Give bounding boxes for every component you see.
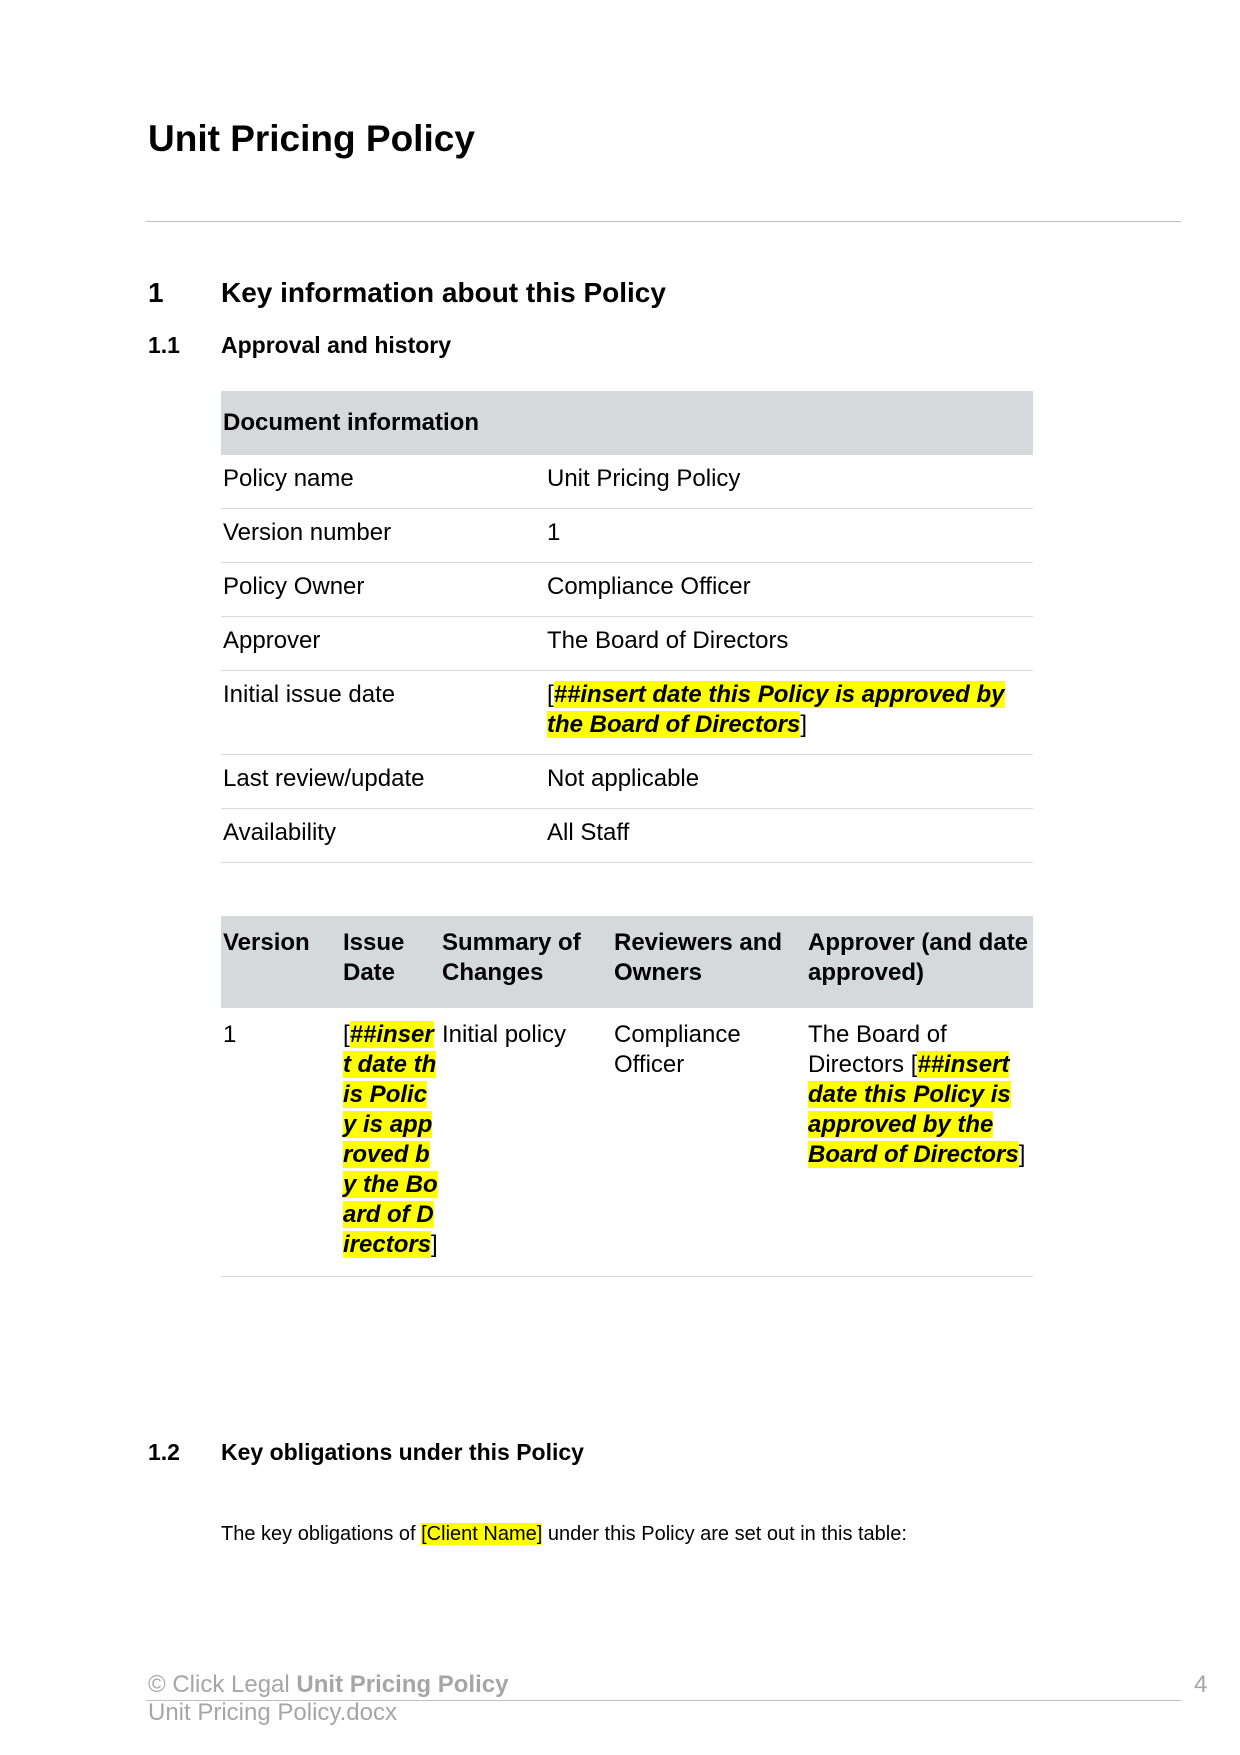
row-label: Approver	[221, 617, 545, 671]
section-title: Key information about this Policy	[221, 277, 666, 308]
table-row	[221, 455, 1033, 509]
intro-text: under this Policy are set out in this table:	[542, 1523, 907, 1545]
footer-doc-name: Unit Pricing Policy	[296, 1671, 509, 1698]
intro-text: The key obligations of	[221, 1523, 422, 1545]
table-row	[221, 617, 1033, 671]
table-row	[221, 755, 1033, 809]
version-history-table	[221, 916, 1033, 1277]
table-header-cell: Reviewers and Owners	[612, 916, 806, 1008]
intro-paragraph	[221, 1523, 907, 1546]
row-label: Policy Owner	[221, 563, 545, 617]
approver-text: The Board of Directors	[808, 1021, 947, 1078]
page-number: 4	[1194, 1671, 1208, 1698]
document-title: Unit Pricing Policy	[148, 118, 475, 159]
section-number: 1.1	[148, 332, 180, 358]
table-row	[221, 563, 1033, 617]
table-header-cell: Issue Date	[341, 916, 440, 1008]
row-label: Policy name	[221, 455, 545, 509]
version-cell: 1	[221, 1008, 341, 1277]
table-header-cell: Document information	[221, 391, 545, 455]
row-value: Compliance Officer	[545, 563, 1033, 617]
bracket-open: [	[547, 681, 554, 708]
issue-date-cell	[341, 1008, 440, 1277]
title-divider	[146, 221, 1181, 222]
table-row	[221, 809, 1033, 863]
footer-filename: Unit Pricing Policy.docx	[148, 1699, 397, 1726]
row-value: 1	[545, 509, 1033, 563]
section-number: 1	[148, 277, 164, 308]
table-row	[221, 509, 1033, 563]
reviewers-cell: Compliance Officer	[612, 1008, 806, 1277]
table-header-cell: Summary of Changes	[440, 916, 612, 1008]
document-information-table	[221, 391, 1033, 863]
bracket-open: [	[910, 1051, 918, 1078]
section-title: Key obligations under this Policy	[221, 1439, 584, 1465]
row-label: Initial issue date	[221, 671, 545, 755]
bracket-close: ]	[800, 711, 808, 738]
row-value: All Staff	[545, 809, 1033, 863]
table-header-row	[221, 916, 1033, 1008]
row-value: The Board of Directors	[545, 617, 1033, 671]
row-label: Availability	[221, 809, 545, 863]
table-header-cell: Approver (and date approved)	[806, 916, 1033, 1008]
placeholder-text: ##insert date this Policy is approved by the Board of Directors	[808, 1051, 1019, 1168]
client-name-placeholder: [Client Name]	[421, 1523, 543, 1545]
row-label: Last review/update	[221, 755, 545, 809]
footer-line-1	[148, 1671, 508, 1699]
bracket-close: ]	[1018, 1141, 1026, 1168]
table-header-cell	[545, 391, 1033, 455]
table-row	[221, 671, 1033, 755]
bracket-open: [	[343, 1021, 350, 1048]
footer-copyright: © Click Legal	[148, 1671, 297, 1698]
row-value	[545, 671, 1033, 755]
footer-divider	[146, 1700, 1181, 1701]
placeholder-text: ##insert date this Policy is approved by the Board of Directors	[547, 681, 1005, 738]
footer	[148, 1671, 508, 1727]
approver-cell	[806, 1008, 1033, 1277]
section-title: Approval and history	[221, 332, 452, 358]
table-header-row	[221, 391, 1033, 455]
row-value: Not applicable	[545, 755, 1033, 809]
section-number: 1.2	[148, 1439, 180, 1465]
summary-cell: Initial policy	[440, 1008, 612, 1277]
row-value: Unit Pricing Policy	[545, 455, 1033, 509]
placeholder-text: ##insert date this Policy is approved by the Board of Directors	[343, 1021, 438, 1258]
bracket-close: ]	[431, 1231, 438, 1258]
table-row	[221, 1008, 1033, 1277]
table-header-cell: Version	[221, 916, 341, 1008]
row-label: Version number	[221, 509, 545, 563]
